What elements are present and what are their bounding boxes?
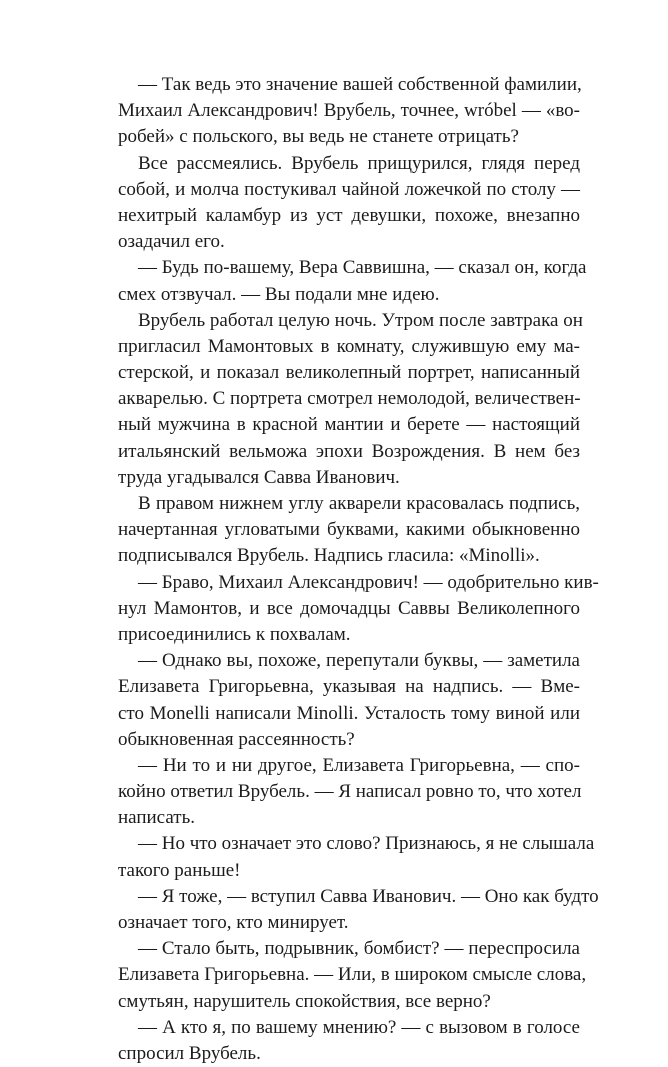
text-line: робей» с польского, вы ведь не станете отрицать?: [118, 126, 519, 148]
text-line: пригласил Мамонтовых в комнату, служившую ему ма-: [118, 335, 580, 357]
text-line: акварелью. С портрета смотрел немолодой, величествен-: [118, 388, 581, 410]
text-line: такого раньше!: [118, 859, 241, 881]
text-line: труда угадывался Савва Иванович.: [118, 466, 400, 488]
text-line: написать.: [118, 807, 196, 829]
text-line: В правом нижнем углу акварели красовалась подпись,: [138, 493, 580, 514]
text-line: — Так ведь это значение вашей собственной фамилии,: [138, 74, 582, 95]
text-line: ный мужчина в красной мантии и берете — настоящий: [118, 414, 580, 436]
text-line: обыкновенная рассеянность?: [118, 728, 355, 750]
text-line: смутьян, нарушитель спокойствия, все верно?: [118, 990, 491, 1012]
text-line: Михаил Александрович! Врубель, точнее, wróbel — «во-: [118, 100, 580, 122]
text-line: начертанная угловатыми буквами, какими обыкновенно: [118, 519, 580, 541]
text-line: озадачил его.: [118, 231, 225, 253]
text-line: присоединились к похвалам.: [118, 623, 351, 645]
text-line: — Я тоже, — вступил Савва Иванович. — Оно как будто: [138, 885, 599, 907]
text-line: стерской, и показал великолепный портрет, написанный: [118, 362, 580, 384]
text-line: — Однако вы, похоже, перепутали буквы, — заметила: [138, 650, 580, 672]
text-line: койно ответил Врубель. — Я написал ровно то, что хотел: [118, 781, 582, 803]
text-line: — Браво, Михаил Александрович! — одобрительно кив-: [138, 571, 599, 593]
text-line: — А кто я, по вашему мнению? — с вызовом в голосе: [138, 1016, 580, 1038]
text-line: — Стало быть, подрывник, бомбист? — переспросила: [138, 938, 580, 960]
text-line: итальянский вельможа эпохи Возрождения. В нем без: [118, 440, 580, 462]
text-line: Врубель работал целую ночь. Утром после завтрака он: [138, 309, 583, 331]
text-line: собой, и молча постукивал чайной ложечкой по столу —: [118, 178, 580, 200]
text-line: нехитрый каламбур из уст девушки, похоже, внезапно: [118, 204, 580, 226]
text-line: означает того, кто минирует.: [118, 912, 349, 933]
text-line: Все рассмеялись. Врубель прищурился, глядя перед: [138, 152, 580, 174]
text-line: — Будь по-вашему, Вера Саввишна, — сказал он, когда: [138, 257, 587, 279]
text-line: Елизавета Григорьевна, указывая на надпись. — Вме-: [118, 676, 580, 698]
text-line: — Ни то и ни другое, Елизавета Григорьевна, — спо-: [138, 754, 580, 776]
text-line: сто Monelli написали Minolli. Усталость тому виной или: [118, 702, 580, 724]
text-line: смех отзвучал. — Вы подали мне идею.: [118, 283, 440, 305]
text-line: спросил Врубель.: [118, 1042, 261, 1064]
text-line: Елизавета Григорьевна. — Или, в широком смысле слова,: [118, 964, 587, 986]
body-text: [118, 72, 599, 1067]
text-line: — Но что означает это слово? Признаюсь, я не слышала: [138, 833, 595, 855]
text-line: нул Мамонтов, и все домочадцы Саввы Великолепного: [118, 597, 580, 619]
text-line: подписывался Врубель. Надпись гласила: «Minolli».: [118, 545, 540, 567]
